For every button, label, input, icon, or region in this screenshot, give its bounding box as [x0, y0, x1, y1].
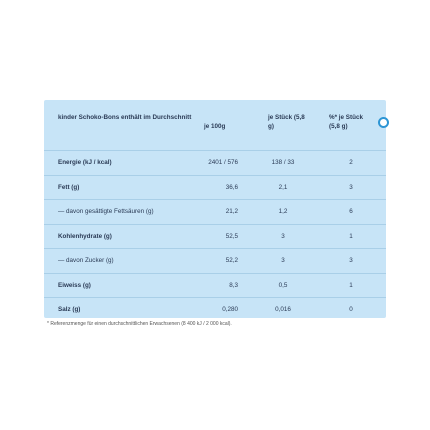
- table-row: [44, 297, 386, 322]
- value-percent: 0: [349, 306, 353, 313]
- header-product-name: kinder Schoko-Bons enthält im Durchschnitt: [58, 114, 192, 121]
- info-circle-icon[interactable]: [378, 117, 389, 128]
- value-per-piece: 1,2: [278, 208, 288, 215]
- value-percent: 1: [349, 281, 353, 289]
- header-percent-per-piece: %* je Stück (5,8 g): [329, 114, 363, 130]
- value-per-100g: 2401 / 576: [208, 159, 238, 166]
- value-per-100g: 52,5: [225, 232, 238, 240]
- value-per-piece: 138 / 33: [271, 159, 295, 166]
- value-per-piece: 3: [281, 232, 285, 240]
- value-per-piece: 2,1: [278, 183, 288, 191]
- table-row: [44, 175, 386, 200]
- row-label: Eiweiss (g): [58, 281, 91, 289]
- header-per-piece: je Stück (5,8 g): [268, 114, 305, 130]
- value-percent: 3: [349, 257, 353, 264]
- value-per-piece: 3: [281, 257, 285, 264]
- value-percent: 6: [349, 208, 353, 215]
- value-percent: 3: [349, 183, 353, 191]
- value-per-100g: 52,2: [225, 257, 238, 264]
- table-row: [44, 248, 386, 273]
- value-per-100g: 21,2: [225, 208, 238, 215]
- value-percent: 2: [349, 159, 353, 166]
- row-label: — davon gesättigte Fettsäuren (g): [58, 208, 154, 215]
- row-label: Energie (kJ / kcal): [58, 159, 112, 166]
- value-per-100g: 36,6: [225, 183, 238, 191]
- table-row: [44, 224, 386, 249]
- table-body: [44, 150, 386, 322]
- nutrition-table: [44, 100, 386, 318]
- value-per-piece: 0,016: [275, 306, 291, 313]
- row-label: — davon Zucker (g): [58, 257, 114, 264]
- table-row: [44, 273, 386, 298]
- value-percent: 1: [349, 232, 353, 240]
- table-row: [44, 150, 386, 175]
- value-per-100g: 0,280: [222, 306, 238, 313]
- table-row: [44, 199, 386, 224]
- row-label: Fett (g): [58, 183, 80, 191]
- footnote: * Referenzmenge für einen durchschnittlichen Erwachsenen (8 400 kJ / 2 000 kcal).: [47, 321, 232, 327]
- row-label: Kohlenhydrate (g): [58, 232, 112, 240]
- value-per-100g: 8,3: [229, 281, 238, 289]
- row-label: Salz (g): [58, 306, 81, 313]
- header-per-100g: je 100g: [204, 123, 226, 130]
- value-per-piece: 0,5: [278, 281, 288, 289]
- table-header: [44, 100, 386, 150]
